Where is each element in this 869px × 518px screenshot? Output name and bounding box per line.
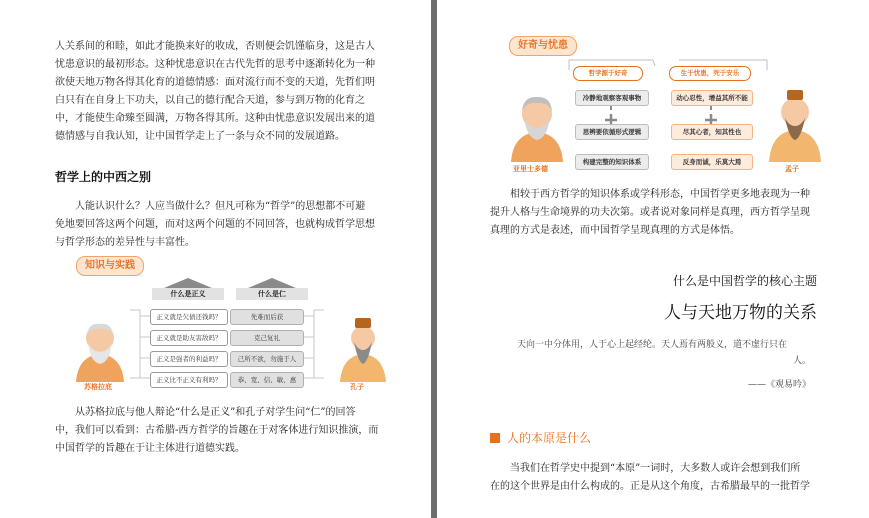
aristotle-portrait-icon (507, 86, 567, 162)
quote-line: 人。 (792, 356, 811, 366)
sub-heading: 人的本原是什么 (507, 431, 592, 445)
right-page (437, 0, 869, 518)
curiosity-worry-figure (503, 32, 833, 182)
right-row: 己所不欲，勿施于人 (230, 351, 304, 367)
intro-line: 人关系间的和睦，如此才能换来好的收成，否则便会饥馑临身，这是古人 (55, 41, 375, 52)
left-row: 构建完整的知识体系 (575, 154, 649, 170)
end-line: 从苏格拉底与他人辩论“什么是正义”和孔子对学生问“仁”的回答 (75, 407, 356, 418)
compare-line: 提升人格与生命境界的功夫次第。或者说对象同样是真理，西方哲学呈现 (490, 207, 810, 218)
right-row: 克己复礼 (230, 330, 304, 346)
end-line: 中，我们可以看到：古希腊-西方哲学的旨趣在于对客体进行知识推演，而 (55, 425, 379, 436)
last-line: 在的这个世界是由什么构成的。正是从这个角度，古希腊最早的一批哲学 (490, 481, 810, 492)
intro-line: 白只有在自身上下功夫，以自己的德行配合天道，参与到万物的化育之 (55, 95, 365, 106)
right-person-caption: 孔子 (350, 383, 364, 391)
socrates-portrait-icon (72, 316, 128, 382)
compare-line: 真理的方式是表述，而中国哲学呈现真理的方式是体悟。 (490, 225, 740, 236)
figure-badge: 知识与实践 (76, 256, 144, 276)
heading-marker-icon (490, 433, 500, 443)
quote-line: 天向一中分体用，人于心上起经纶。天人焉有两般义，道不虚行只在 (517, 340, 788, 350)
compare-line: 相较于西方哲学的知识体系或学科形态，中国哲学更多地表现为一种 (510, 189, 810, 200)
left-row: 冷静地观察客观事物 (575, 90, 649, 106)
left-row: 思辨要依循形式逻辑 (575, 124, 649, 140)
intro-line: 中，才能使生命臻至圆满，万物各得其所。这种由忧患意识发展出来的道 (55, 113, 375, 124)
left-person-caption: 亚里士多德 (513, 165, 548, 173)
intro-line: 欲使天地万物各得其化育的道德情感：面对流行而不变的天道，先哲们明 (55, 77, 375, 88)
diff-line: 与哲学形态的差异性与丰富性。 (55, 237, 195, 248)
left-row: 正义比不正义有利吗？ (150, 372, 228, 388)
intro-line: 忧患意识的最初形态。这种忧患意识在古代先哲的思考中逐渐转化为一种 (55, 59, 375, 70)
diff-line: 人能认识什么？人应当做什么？但凡可称为“哲学”的思想都不可避 (75, 201, 366, 212)
mencius-portrait-icon (765, 82, 825, 162)
right-row: 反身而诚，乐莫大焉 (671, 154, 753, 170)
right-row: 先难而后获 (230, 309, 304, 325)
chapter-kicker: 什么是中国哲学的核心主题 (672, 274, 817, 288)
diff-line: 免地要回答这两个问题，而对这两个问题的不同回答，也就构成哲学思想 (55, 219, 375, 230)
chapter-title: 人与天地万物的关系 (664, 303, 817, 323)
right-person-caption: 孟子 (785, 165, 799, 173)
right-row: 尽其心者，知其性也 (671, 124, 753, 140)
left-theme-header: 哲学源于好奇 (573, 66, 643, 81)
left-row: 正义就是助友害敌吗？ (150, 330, 228, 346)
figure-badge: 好奇与忧患 (509, 36, 577, 56)
right-question-header: 什么是仁 (236, 288, 308, 300)
left-question-header: 什么是正义 (152, 288, 224, 300)
left-row: 正义就是欠债还钱吗？ (150, 309, 228, 325)
left-person-caption: 苏格拉底 (84, 383, 112, 391)
last-line: 当我们在哲学史中提到“本原”一词时，大多数人或许会想到我们所 (510, 463, 801, 474)
left-row: 正义是强者的利益吗？ (150, 351, 228, 367)
confucius-portrait-icon (338, 312, 388, 382)
left-page (0, 0, 431, 518)
right-row: 恭、宽、信、敏、惠 (230, 372, 304, 388)
section-heading: 哲学上的中西之别 (55, 170, 152, 184)
right-row: 动心忍性，增益其所不能 (671, 90, 753, 106)
end-line: 中国哲学的旨趣在于让主体进行道德实践。 (55, 443, 245, 454)
intro-line: 德情感与自我认知，让中国哲学走上了一条与众不同的发展道路。 (55, 131, 345, 142)
quote-source: ——《观易吟》 (747, 380, 811, 390)
knowledge-practice-figure (70, 252, 390, 398)
right-theme-header: 生于忧患，死于安乐 (669, 66, 751, 81)
